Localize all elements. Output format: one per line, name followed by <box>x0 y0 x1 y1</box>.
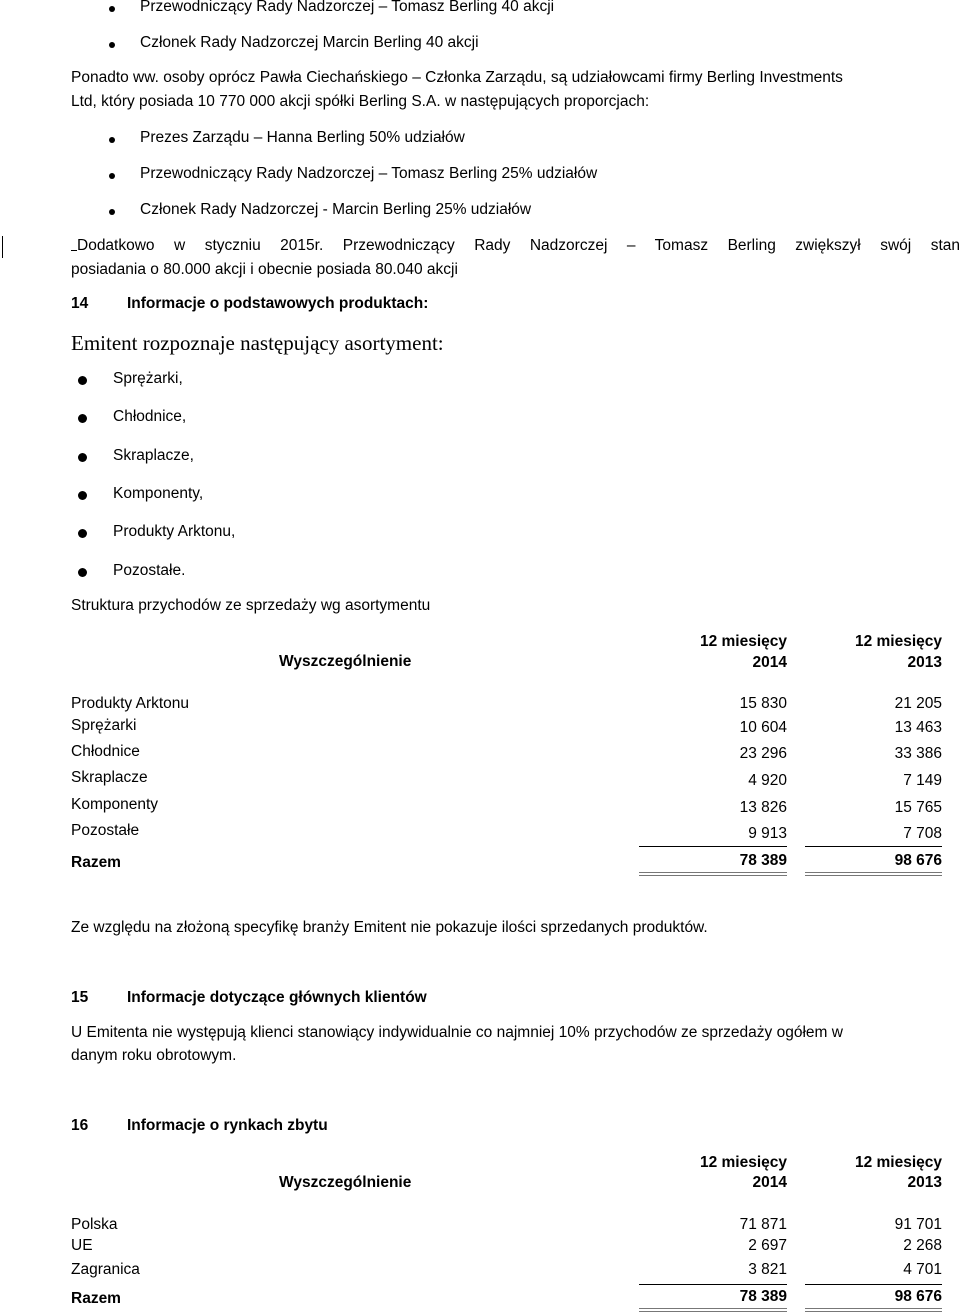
sum-rule <box>639 846 787 847</box>
row-label: Pozostałe <box>71 822 140 839</box>
note-text: Ze względu na złożoną specyfikę branży Emitent nie pokazuje ilości sprzedanych produktów. <box>71 919 708 936</box>
row-value-2014: 4 920 <box>748 772 787 789</box>
row-label: UE <box>71 1237 93 1254</box>
section-number: 15 <box>71 989 89 1006</box>
paragraph-line: U Emitenta nie występują klienci stanowiący indywidualnie co najmniej 10% przychodów ze sprzedaży ogółem w <box>71 1024 843 1041</box>
total-double-rule <box>639 1308 787 1312</box>
sum-rule <box>805 846 942 847</box>
bullet-icon <box>109 42 115 48</box>
row-value-2014: 71 871 <box>739 1216 787 1233</box>
section-title: Informacje o rynkach zbytu <box>127 1117 328 1134</box>
table-header-period: 12 miesięcy <box>699 633 787 650</box>
table-header-period: 12 miesięcy <box>854 633 942 650</box>
table-header-period: 12 miesięcy <box>854 1154 942 1171</box>
row-value-2014: 9 913 <box>748 825 787 842</box>
list-item: Członek Rady Nadzorczej Marcin Berling 40 akcji <box>140 34 479 51</box>
table-header-label: Wyszczególnienie <box>279 1174 412 1191</box>
bullet-icon <box>109 137 115 143</box>
row-value-2013: 13 463 <box>894 719 942 736</box>
bullet-icon <box>78 529 87 538</box>
table-header-year: 2013 <box>907 654 942 671</box>
row-value-2013: 33 386 <box>894 745 942 762</box>
paragraph-line: Dodatkowo w styczniu 2015r. Przewodniczący Rady Nadzorczej – Tomasz Berling zwiększył swój stan <box>77 237 960 254</box>
section-title: Informacje o podstawowych produktach: <box>127 295 429 312</box>
bullet-icon <box>78 568 87 577</box>
paragraph-line: Ltd, który posiada 10 770 000 akcji spółki Berling S.A. w następujących proporcjach: <box>71 93 650 110</box>
row-label: Sprężarki <box>71 717 137 734</box>
list-item: Członek Rady Nadzorczej - Marcin Berling 25% udziałów <box>140 201 532 218</box>
total-value-2013: 98 676 <box>894 852 942 869</box>
list-item: Chłodnice, <box>113 408 187 425</box>
row-value-2013: 2 268 <box>903 1237 942 1254</box>
row-label: Polska <box>71 1216 118 1233</box>
table-header-year: 2014 <box>752 654 787 671</box>
bullet-icon <box>78 414 87 423</box>
list-item: Prezes Zarządu – Hanna Berling 50% udziałów <box>140 129 465 146</box>
bullet-icon <box>109 6 115 12</box>
bullet-icon <box>109 173 115 179</box>
section-number: 16 <box>71 1117 89 1134</box>
row-value-2014: 2 697 <box>748 1237 787 1254</box>
section-title: Informacje dotyczące głównych klientów <box>127 989 427 1006</box>
total-double-rule <box>639 872 787 876</box>
paragraph-line: Ponadto ww. osoby oprócz Pawła Ciechańskiego – Członka Zarządu, są udziałowcami firmy Berling Investments <box>71 69 843 86</box>
total-label: Razem <box>71 1290 121 1307</box>
row-value-2013: 4 701 <box>903 1261 942 1278</box>
list-item: Sprężarki, <box>113 370 183 387</box>
bullet-icon <box>78 376 87 385</box>
assortment-heading: Emitent rozpoznaje następujący asortyment: <box>71 331 444 355</box>
table-header-year: 2014 <box>752 1174 787 1191</box>
table-header-year: 2013 <box>907 1174 942 1191</box>
list-item: Przewodniczący Rady Nadzorczej – Tomasz Berling 40 akcji <box>140 0 555 15</box>
row-value-2013: 7 708 <box>903 825 942 842</box>
list-item: Pozostałe. <box>113 562 186 579</box>
row-label: Produkty Arktonu <box>71 695 190 712</box>
table-header-label: Wyszczególnienie <box>279 653 412 670</box>
row-value-2014: 15 830 <box>739 695 787 712</box>
row-label: Chłodnice <box>71 743 140 760</box>
table-caption: Struktura przychodów ze sprzedaży wg asortymentu <box>71 597 431 614</box>
total-value-2013: 98 676 <box>894 1288 942 1305</box>
list-item: Przewodniczący Rady Nadzorczej – Tomasz Berling 25% udziałów <box>140 165 598 182</box>
total-double-rule <box>805 872 942 876</box>
total-value-2014: 78 389 <box>739 852 787 869</box>
total-double-rule <box>805 1308 942 1312</box>
list-item: Skraplacze, <box>113 447 194 464</box>
row-value-2013: 7 149 <box>903 772 942 789</box>
bullet-icon <box>78 453 87 462</box>
row-value-2013: 21 205 <box>894 695 942 712</box>
row-value-2013: 15 765 <box>894 799 942 816</box>
bullet-icon <box>78 491 87 500</box>
sum-rule <box>805 1284 942 1285</box>
paragraph-line: danym roku obrotowym. <box>71 1047 237 1064</box>
section-number: 14 <box>71 295 89 312</box>
bullet-icon <box>109 209 115 215</box>
list-item: Produkty Arktonu, <box>113 523 236 540</box>
row-value-2014: 23 296 <box>739 745 787 762</box>
row-label: Zagranica <box>71 1261 140 1278</box>
total-label: Razem <box>71 854 121 871</box>
revision-bar <box>2 236 3 258</box>
row-value-2014: 13 826 <box>739 799 787 816</box>
paragraph-line: posiadania o 80.000 akcji i obecnie posiada 80.040 akcji <box>71 261 458 278</box>
list-item: Komponenty, <box>113 485 204 502</box>
total-value-2014: 78 389 <box>739 1288 787 1305</box>
row-label: Komponenty <box>71 796 159 813</box>
table-header-period: 12 miesięcy <box>699 1154 787 1171</box>
row-value-2014: 10 604 <box>739 719 787 736</box>
sum-rule <box>639 1284 787 1285</box>
row-value-2013: 91 701 <box>894 1216 942 1233</box>
row-label: Skraplacze <box>71 769 148 786</box>
row-value-2014: 3 821 <box>748 1261 787 1278</box>
